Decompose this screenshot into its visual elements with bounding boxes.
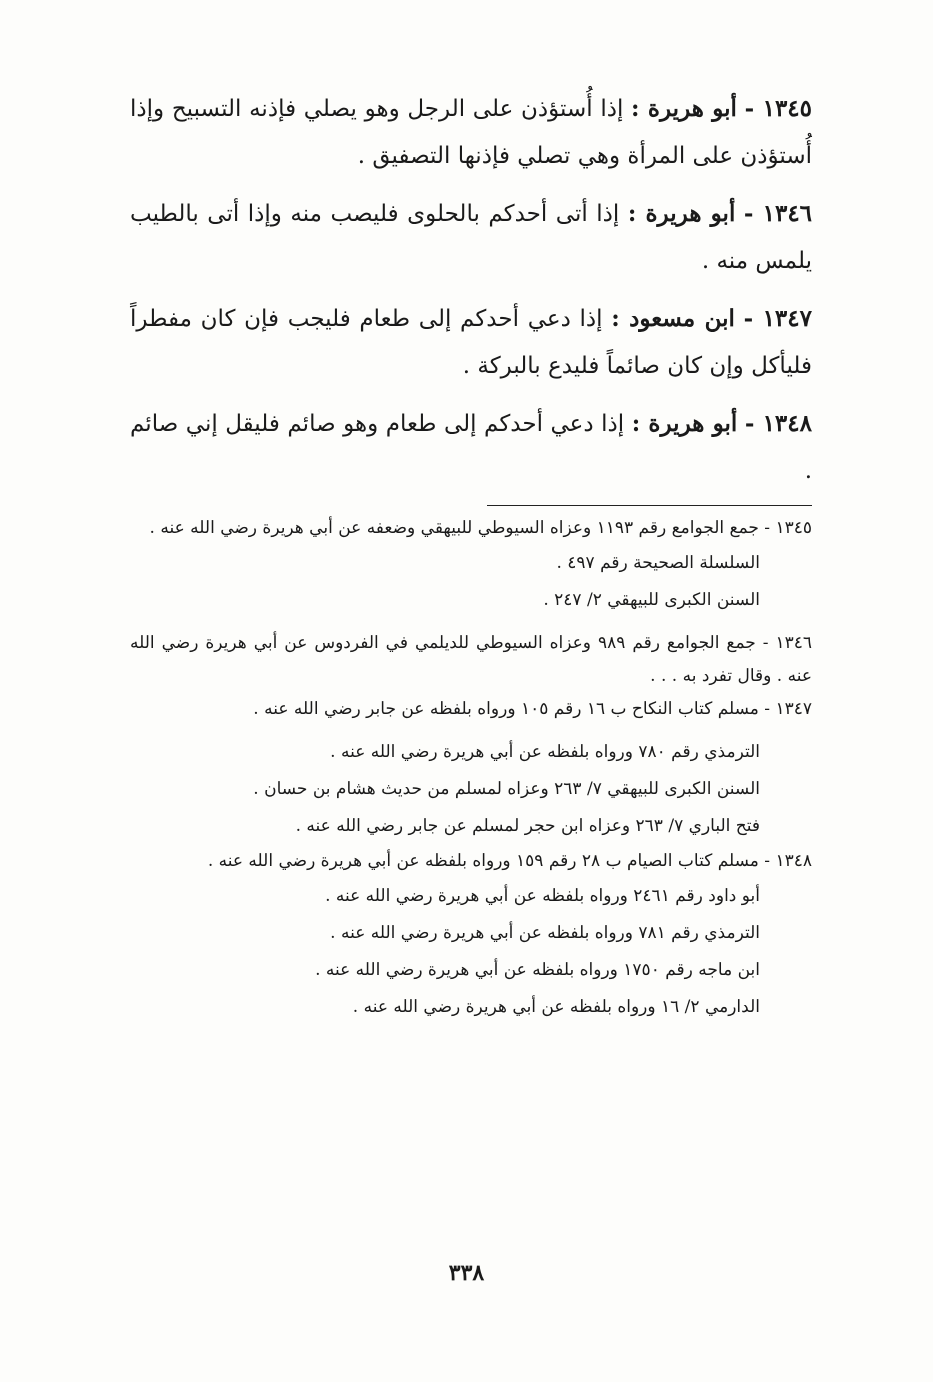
page-number: ٣٣٨ [448, 1260, 485, 1286]
footnote-divider [487, 505, 812, 506]
page-body [130, 85, 812, 1026]
footnote-1346: ١٣٤٦ - جمع الجوامع رقم ٩٨٩ وعزاه السيوطي للديلمي في الفردوس عن أبي هريرة رضي الله عنه . وقال تفرد به . . . [130, 633, 812, 686]
hadith-1345 [130, 85, 812, 180]
hadith-text: إذا دعي أحدكم إلى طعام وهو صائم فليقل إني صائم . [130, 411, 812, 484]
hadith-narrator: أبو هريرة : [627, 200, 736, 227]
hadith-number: ١٣٤٥ - [744, 95, 813, 122]
footnote-sub: فتح الباري ٧/ ٢٦٣ وعزاه ابن حجر لمسلم عن جابر رضي الله عنه . [295, 816, 760, 836]
hadith-1348 [130, 400, 812, 495]
footnote-sub: السنن الكبرى للبيهقي ٢/ ٢٤٧ . [543, 590, 760, 610]
footnote-sub: الدارمي ٢/ ١٦ ورواه بلفظه عن أبي هريرة رضي الله عنه . [352, 997, 760, 1017]
footnote-sub: الترمذي رقم ٧٨١ ورواه بلفظه عن أبي هريرة رضي الله عنه . [330, 923, 760, 943]
footnote-sub: السنن الكبرى للبيهقي ٧/ ٢٦٣ وعزاه لمسلم من حديث هشام بن حسان . [253, 779, 760, 799]
footnote-sub: الترمذي رقم ٧٨٠ ورواه بلفظه عن أبي هريرة رضي الله عنه . [330, 742, 760, 762]
footnote-sub: السلسلة الصحيحة رقم ٤٩٧ . [556, 553, 760, 573]
hadith-number: ١٣٤٦ - [743, 200, 813, 227]
hadith-number: ١٣٤٨ - [744, 410, 812, 437]
footnote-1348: ١٣٤٨ - مسلم كتاب الصيام ب ٢٨ رقم ١٥٩ ورواه بلفظه عن أبي هريرة رضي الله عنه . [207, 851, 812, 871]
hadith-text: إذا أتى أحدكم بالحلوى فليصب منه وإذا أتى بالطيب يلمس منه . [130, 201, 812, 274]
hadith-narrator: أبو هريرة : [631, 410, 738, 437]
footnote-1347: ١٣٤٧ - مسلم كتاب النكاح ب ١٦ رقم ١٠٥ ورواه بلفظه عن جابر رضي الله عنه . [253, 699, 812, 719]
hadith-1347 [130, 295, 812, 390]
footnote-1345: ١٣٤٥ - جمع الجوامع رقم ١١٩٣ وعزاه السيوطي للبيهقي وضعفه عن أبي هريرة رضي الله عنه . [149, 518, 812, 538]
footnote-sub: أبو داود رقم ٢٤٦١ ورواه بلفظه عن أبي هريرة رضي الله عنه . [325, 886, 760, 906]
hadith-narrator: أبو هريرة : [631, 95, 737, 122]
hadith-1346 [130, 190, 812, 285]
hadith-text: إذا دعي أحدكم إلى طعام فليجب فإن كان مفطراً فليأكل وإن كان صائماً فليدع بالبركة . [130, 306, 812, 379]
hadith-narrator: ابن مسعود : [611, 305, 735, 332]
hadith-text: إذا أُستؤذن على الرجل وهو يصلي فإذنه التسبيح وإذا أُستؤذن على المرأة وهي تصلي فإذنها التصفيق . [130, 96, 812, 169]
footnote-sub: ابن ماجه رقم ١٧٥٠ ورواه بلفظه عن أبي هريرة رضي الله عنه . [315, 960, 760, 980]
hadith-number: ١٣٤٧ - [743, 305, 812, 332]
